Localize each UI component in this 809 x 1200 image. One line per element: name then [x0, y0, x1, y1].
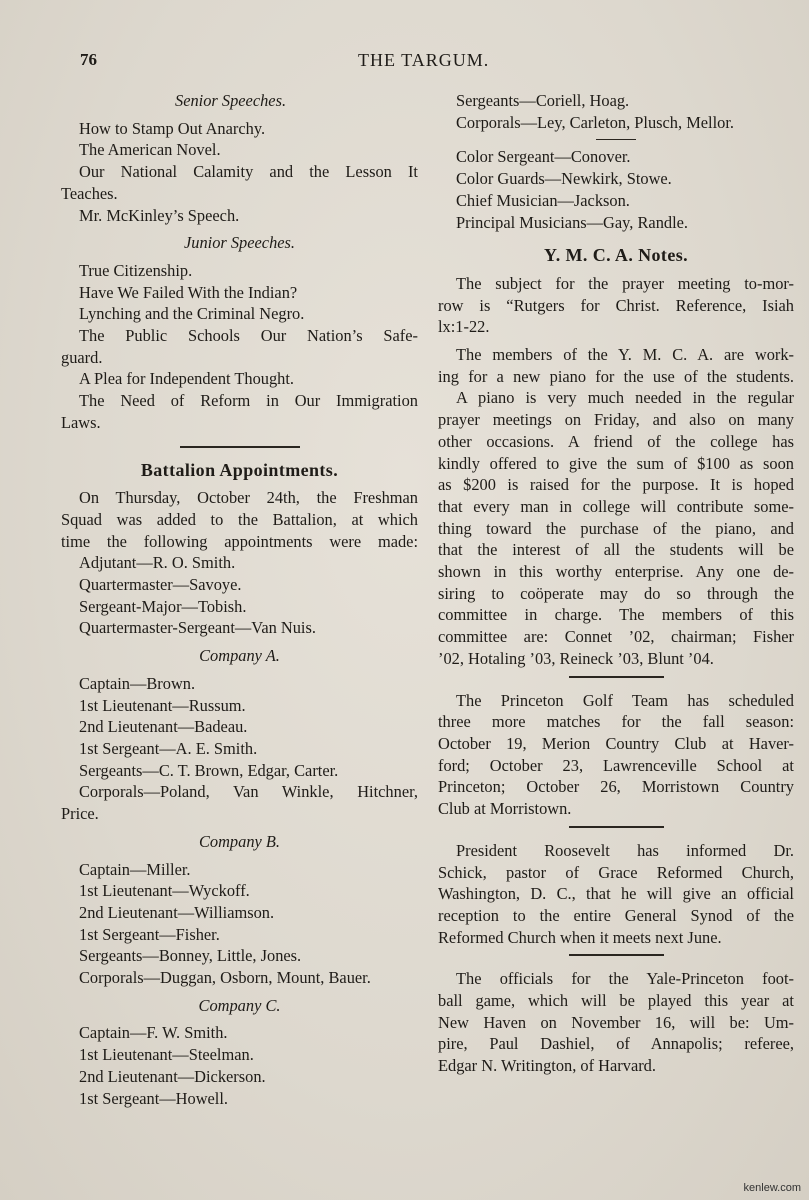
appointment-cont: Price. — [61, 804, 99, 824]
appointment: Captain—Brown. — [79, 673, 196, 693]
paragraph-line: shown in this worthy enterprise. Any one de- — [438, 562, 794, 582]
appointment: Adjutant—R. O. Smith. — [79, 553, 236, 573]
appointment: Color Sergeant—Conover. — [456, 147, 631, 167]
appointment: Corporals—Ley, Carleton, Plusch, Mellor. — [456, 112, 734, 132]
appointment: Sergeants—Bonney, Little, Jones. — [79, 946, 302, 966]
paragraph-line: ’02, Hotaling ’03, Reineck ’03, Blunt ’04. — [438, 648, 714, 668]
paragraph-line: that the interest of all the students will be — [438, 540, 794, 560]
appointment: Color Guards—Newkirk, Stowe. — [456, 169, 672, 189]
paragraph-line: President Roosevelt has informed Dr. — [456, 840, 794, 860]
appointment: Corporals—Poland, Van Winkle, Hitchner, — [79, 782, 418, 802]
appointment: 1st Sergeant—A. E. Smith. — [79, 738, 258, 758]
paragraph-line: row is “Rutgers for Christ. Reference, Isiah — [438, 295, 794, 315]
paragraph-line: ing for a new piano for the use of the students. — [438, 366, 794, 386]
speech-item: Lynching and the Criminal Negro. — [79, 304, 305, 324]
paragraph-line: three more matches for the fall season: — [438, 712, 794, 732]
left-column — [61, 90, 418, 1109]
appointment: Captain—F. W. Smith. — [79, 1023, 228, 1043]
speech-item: The Need of Reform in Our Immigration — [79, 391, 418, 411]
appointment: Quartermaster—Savoye. — [79, 575, 242, 595]
paragraph-line: pire, Paul Dashiel, of Annapolis; referee, — [438, 1034, 794, 1054]
battalion-intro-line: On Thursday, October 24th, the Freshman — [79, 488, 418, 508]
battalion-heading: Battalion Appointments. — [140, 459, 339, 480]
appointment: 1st Lieutenant—Steelman. — [79, 1045, 254, 1065]
appointment: 2nd Lieutenant—Dickerson. — [79, 1066, 266, 1086]
paragraph-line: October 19, Merion Country Club at Haver- — [438, 733, 794, 753]
paragraph-line: committee in charge. The members of this — [438, 605, 794, 625]
paragraph-line: Princeton; October 26, Morristown Country — [438, 777, 794, 797]
appointment: Sergeant-Major—Tobish. — [79, 596, 247, 616]
speech-item: How to Stamp Out Anarchy. — [79, 118, 266, 138]
paragraph-line: kindly offered to give the sum of $100 as soon — [438, 453, 794, 473]
speech-item-cont: Laws. — [61, 412, 101, 432]
company-a-title: Company A. — [199, 646, 280, 666]
paragraph-line: ford; October 23, Lawrenceville School at — [438, 755, 794, 775]
page-number: 76 — [80, 50, 97, 69]
paragraph-line: The members of the Y. M. C. A. are work- — [456, 345, 794, 365]
speech-item: Mr. McKinley’s Speech. — [79, 205, 240, 225]
journal-title: THE TARGUM. — [358, 50, 490, 70]
paragraph-line: New Haven on November 16, will be: Um- — [438, 1012, 794, 1032]
appointment: Sergeants—C. T. Brown, Edgar, Carter. — [79, 760, 339, 780]
paragraph-line: Reformed Church when it meets next June. — [438, 927, 722, 947]
paragraph-line: prayer meetings on Friday, and also on many — [438, 410, 794, 430]
speech-item-cont: guard. — [61, 347, 103, 367]
page-header — [0, 50, 809, 74]
battalion-intro-line: Squad was added to the Battalion, at which — [61, 509, 418, 529]
paragraph-line: Club at Morristown. — [438, 799, 572, 819]
paragraph-line: lx:1-22. — [438, 317, 490, 337]
paragraph-line: that every man in college will contribute some- — [438, 496, 794, 516]
senior-speeches-title: Senior Speeches. — [175, 91, 287, 110]
paragraph-line: other occasions. A friend of the college has — [438, 431, 794, 451]
paragraph-line: The Princeton Golf Team has scheduled — [456, 690, 794, 710]
battalion-intro-line: time the following appointments were made: — [61, 531, 418, 551]
appointment: Captain—Miller. — [79, 859, 191, 879]
paragraph-line: The officials for the Yale-Princeton foot- — [456, 969, 794, 989]
appointment: 1st Lieutenant—Wyckoff. — [79, 881, 250, 901]
appointment: Quartermaster-Sergeant—Van Nuis. — [79, 618, 316, 638]
company-c-title: Company C. — [198, 995, 281, 1015]
paragraph-line: A piano is very much needed in the regular — [456, 388, 794, 408]
paragraph-line: Edgar N. Writington, of Harvard. — [438, 1056, 656, 1076]
speech-item: Have We Failed With the Indian? — [79, 282, 298, 302]
right-column — [438, 90, 794, 1077]
paragraph-line: Schick, pastor of Grace Reformed Church, — [438, 862, 794, 882]
appointment: 1st Sergeant—Howell. — [79, 1088, 229, 1108]
appointment: 1st Lieutenant—Russum. — [79, 695, 246, 715]
ymca-heading: Y. M. C. A. Notes. — [543, 245, 689, 266]
appointment: 1st Sergeant—Fisher. — [79, 924, 220, 944]
paragraph-line: ball game, which will be played this year at — [438, 991, 794, 1011]
paragraph-line: thing toward the purchase of the piano, and — [438, 518, 794, 538]
paragraph-line: as $200 is raised for the purpose. It is hoped — [438, 475, 794, 495]
appointment: 2nd Lieutenant—Badeau. — [79, 717, 248, 737]
speech-item: The Public Schools Our Nation’s Safe- — [79, 326, 418, 346]
paragraph-line: committee are: Connet ’02, chairman; Fisher — [438, 627, 794, 647]
speech-item: A Plea for Independent Thought. — [79, 369, 295, 389]
appointment: Principal Musicians—Gay, Randle. — [456, 212, 689, 232]
speech-item: True Citizenship. — [79, 260, 193, 280]
appointment: Chief Musician—Jackson. — [456, 190, 630, 210]
appointment: Sergeants—Coriell, Hoag. — [456, 91, 630, 110]
junior-speeches-title: Junior Speeches. — [183, 233, 296, 253]
appointment: 2nd Lieutenant—Williamson. — [79, 902, 275, 922]
paragraph-line: Washington, D. C., that he will give an official — [438, 884, 794, 904]
speech-item-cont: Teaches. — [61, 183, 118, 203]
paragraph-line: reception to the entire General Synod of the — [438, 905, 794, 925]
paragraph-line: The subject for the prayer meeting to-mor- — [456, 273, 794, 293]
paragraph-line: siring to coöperate may do so through the — [438, 583, 794, 603]
company-b-title: Company B. — [198, 831, 281, 851]
speech-item: The American Novel. — [79, 140, 221, 160]
watermark: kenlew.com — [743, 1182, 801, 1194]
speech-item: Our National Calamity and the Lesson It — [79, 162, 418, 182]
appointment: Corporals—Duggan, Osborn, Mount, Bauer. — [79, 968, 371, 988]
